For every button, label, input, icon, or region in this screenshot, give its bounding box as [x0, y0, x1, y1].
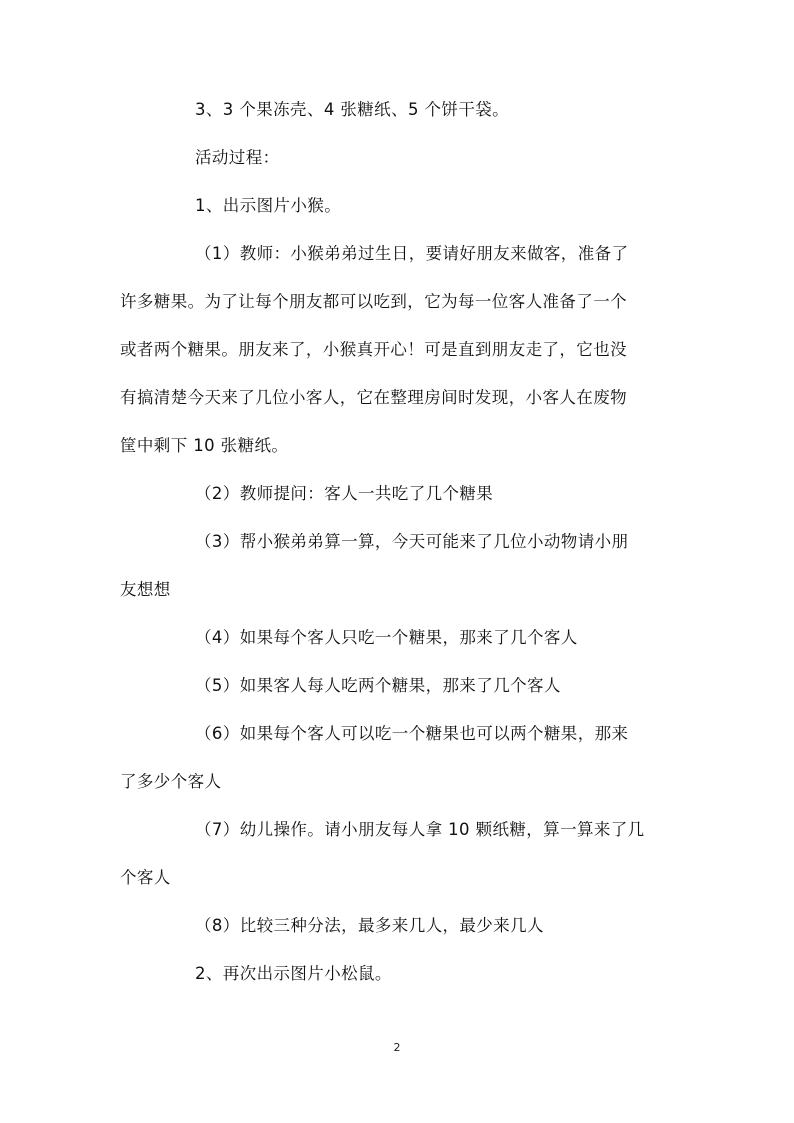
- text-line-item-7-cont: 个客人: [120, 868, 171, 887]
- text-line-item-4: （4）如果每个客人只吃一个糖果，那来了几个客人: [195, 628, 578, 647]
- text-line-step-2: 2、再次出示图片小松鼠。: [195, 964, 392, 983]
- text-line-item-8: （8）比较三种分法，最多来几人，最少来几人: [195, 916, 544, 935]
- text-line-item-2: （2）教师提问：客人一共吃了几个糖果: [195, 484, 494, 503]
- text-line-item-1-cont-2: 或者两个糖果。朋友来了，小猴真开心！可是直到朋友走了，它也没: [120, 340, 627, 359]
- text-line-item-1-cont-3: 有搞清楚今天来了几位小客人，它在整理房间时发现，小客人在废物: [120, 388, 627, 407]
- text-line-step-1: 1、出示图片小猴。: [195, 196, 342, 215]
- text-line-item-7-start: （7）幼儿操作。请小朋友每人拿 10 颗纸糖，算一算来了几: [195, 820, 645, 839]
- text-line-item-1-cont-1: 许多糖果。为了让每个朋友都可以吃到，它为每一位客人准备了一个: [120, 292, 627, 311]
- text-line-item-6-start: （6）如果每个客人可以吃一个糖果也可以两个糖果，那来: [195, 724, 629, 743]
- text-line-item-3-start: （3）帮小猴弟弟算一算，今天可能来了几位小动物请小朋: [195, 532, 629, 551]
- text-line-item-1-start: （1）教师：小猴弟弟过生日，要请好朋友来做客，准备了: [195, 244, 629, 263]
- text-line-activity-process-heading: 活动过程：: [195, 148, 280, 167]
- text-line-materials-3: 3、3 个果冻壳、4 张糖纸、5 个饼干袋。: [195, 100, 510, 119]
- text-line-item-1-cont-4: 筐中剩下 10 张糖纸。: [120, 436, 289, 455]
- page-number: 2: [393, 1041, 401, 1054]
- text-line-item-3-cont: 友想想: [120, 580, 171, 599]
- text-line-item-5: （5）如果客人每人吃两个糖果，那来了几个客人: [195, 676, 561, 695]
- text-line-item-6-cont: 了多少个客人: [120, 772, 222, 791]
